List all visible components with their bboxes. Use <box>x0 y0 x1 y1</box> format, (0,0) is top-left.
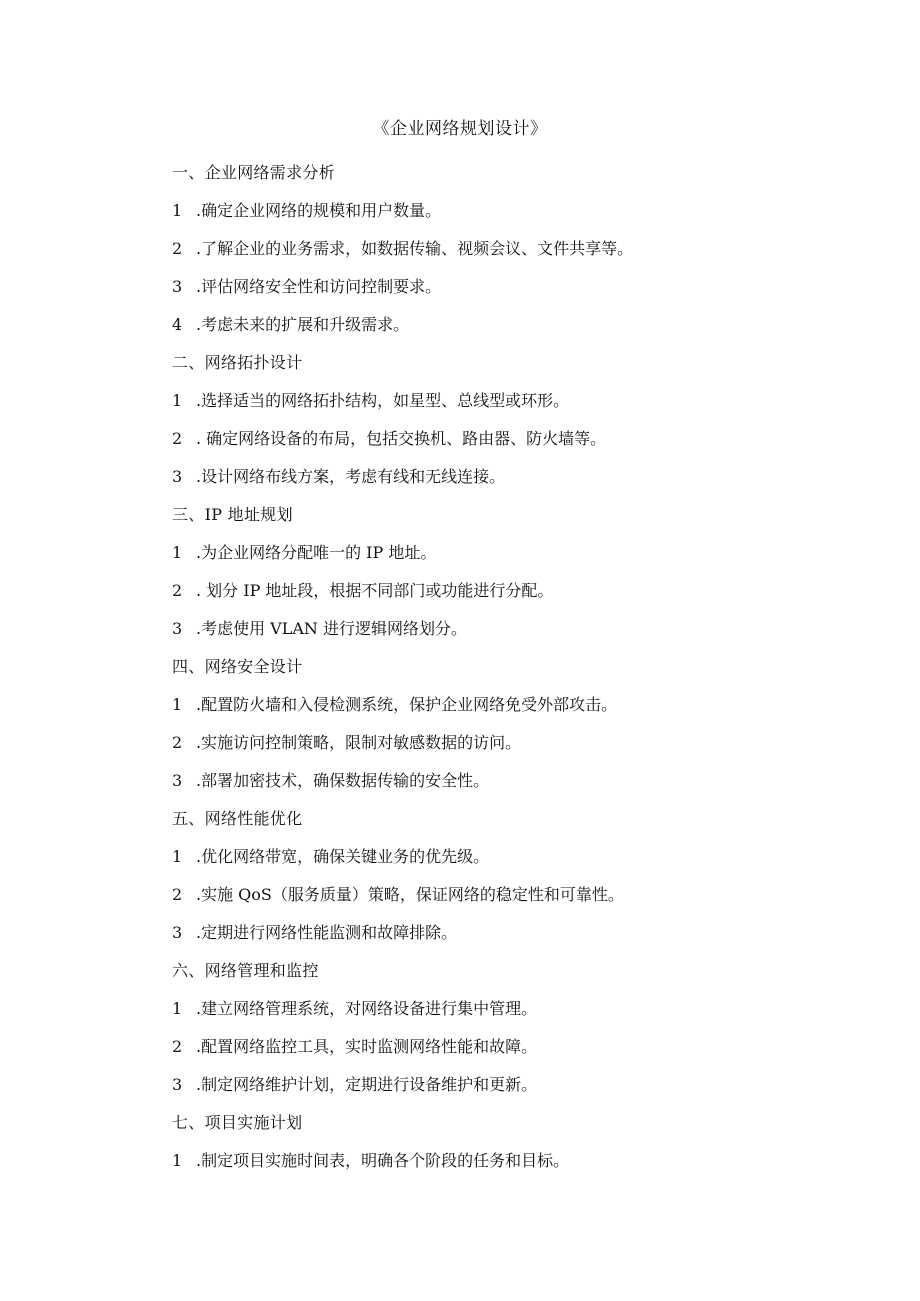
document-title: 《企业网络规划设计》 <box>372 119 548 139</box>
section-heading: 五、网络性能优化 <box>172 809 303 828</box>
item-text: .制定项目实施时间表，明确各个阶段的任务和目标。 <box>196 1151 570 1170</box>
list-item <box>172 198 852 236</box>
list-item <box>172 1034 852 1072</box>
section-heading: 二、网络拓扑设计 <box>172 353 303 372</box>
item-number: 2 <box>172 733 183 752</box>
list-item <box>172 274 852 312</box>
item-number: 3 <box>172 619 183 638</box>
list-item <box>172 996 852 1034</box>
item-text: . 确定网络设备的布局，包括交换机、路由器、防火墙等。 <box>196 429 607 448</box>
list-item <box>172 844 852 882</box>
item-text: .确定企业网络的规模和用户数量。 <box>196 201 442 220</box>
item-text: .实施 QoS（服务质量）策略，保证网络的稳定性和可靠性。 <box>196 885 624 904</box>
item-text: .建立网络管理系统，对网络设备进行集中管理。 <box>196 999 538 1018</box>
item-number: 1 <box>172 543 183 562</box>
item-number: 3 <box>172 771 183 790</box>
item-text: .设计网络布线方案，考虑有线和无线连接。 <box>196 467 506 486</box>
item-number: 3 <box>172 277 183 296</box>
item-number: 1 <box>172 1151 183 1170</box>
item-text: . 划分 IP 地址段，根据不同部门或功能进行分配。 <box>196 581 554 600</box>
item-text: .优化网络带宽，确保关键业务的优先级。 <box>196 847 490 866</box>
list-item <box>172 236 852 274</box>
list-item <box>172 616 852 654</box>
item-number: 3 <box>172 1075 183 1094</box>
item-number: 3 <box>172 923 183 942</box>
item-text: .评估网络安全性和访问控制要求。 <box>196 277 442 296</box>
item-text: .定期进行网络性能监测和故障排除。 <box>196 923 458 942</box>
list-item <box>172 464 852 502</box>
item-text: .制定网络维护计划，定期进行设备维护和更新。 <box>196 1075 538 1094</box>
item-text: .考虑未来的扩展和升级需求。 <box>196 315 410 334</box>
item-text: .为企业网络分配唯一的 IP 地址。 <box>196 543 437 562</box>
item-number: 2 <box>172 239 183 258</box>
section-heading: 四、网络安全设计 <box>172 657 303 676</box>
item-number: 1 <box>172 999 183 1018</box>
list-item <box>172 730 852 768</box>
list-item <box>172 882 852 920</box>
item-text: .考虑使用 VLAN 进行逻辑网络划分。 <box>196 619 467 638</box>
list-item <box>172 388 852 426</box>
item-number: 3 <box>172 467 183 486</box>
item-number: 1 <box>172 201 183 220</box>
item-number: 2 <box>172 581 183 600</box>
list-item <box>172 426 852 464</box>
list-item <box>172 692 852 730</box>
item-number: 1 <box>172 695 183 714</box>
item-number: 1 <box>172 847 183 866</box>
item-number: 2 <box>172 429 183 448</box>
list-item <box>172 578 852 616</box>
section-heading: 三、IP 地址规划 <box>172 505 293 524</box>
item-text: .部署加密技术，确保数据传输的安全性。 <box>196 771 490 790</box>
list-item <box>172 768 852 806</box>
section-heading: 七、项目实施计划 <box>172 1113 303 1132</box>
list-item <box>172 1148 852 1186</box>
item-number: 2 <box>172 885 183 904</box>
document-body <box>172 160 852 1186</box>
section-heading: 六、网络管理和监控 <box>172 961 319 980</box>
item-text: .了解企业的业务需求，如数据传输、视频会议、文件共享等。 <box>196 239 634 258</box>
list-item <box>172 540 852 578</box>
item-text: .配置网络监控工具，实时监测网络性能和故障。 <box>196 1037 538 1056</box>
list-item <box>172 1072 852 1110</box>
item-number: 2 <box>172 1037 183 1056</box>
list-item <box>172 920 852 958</box>
list-item <box>172 312 852 350</box>
item-text: .配置防火墙和入侵检测系统，保护企业网络免受外部攻击。 <box>196 695 618 714</box>
item-number: 4 <box>172 315 183 334</box>
item-text: .选择适当的网络拓扑结构，如星型、总线型或环形。 <box>196 391 570 410</box>
item-number: 1 <box>172 391 183 410</box>
section-heading: 一、企业网络需求分析 <box>172 163 336 182</box>
item-text: .实施访问控制策略，限制对敏感数据的访问。 <box>196 733 522 752</box>
